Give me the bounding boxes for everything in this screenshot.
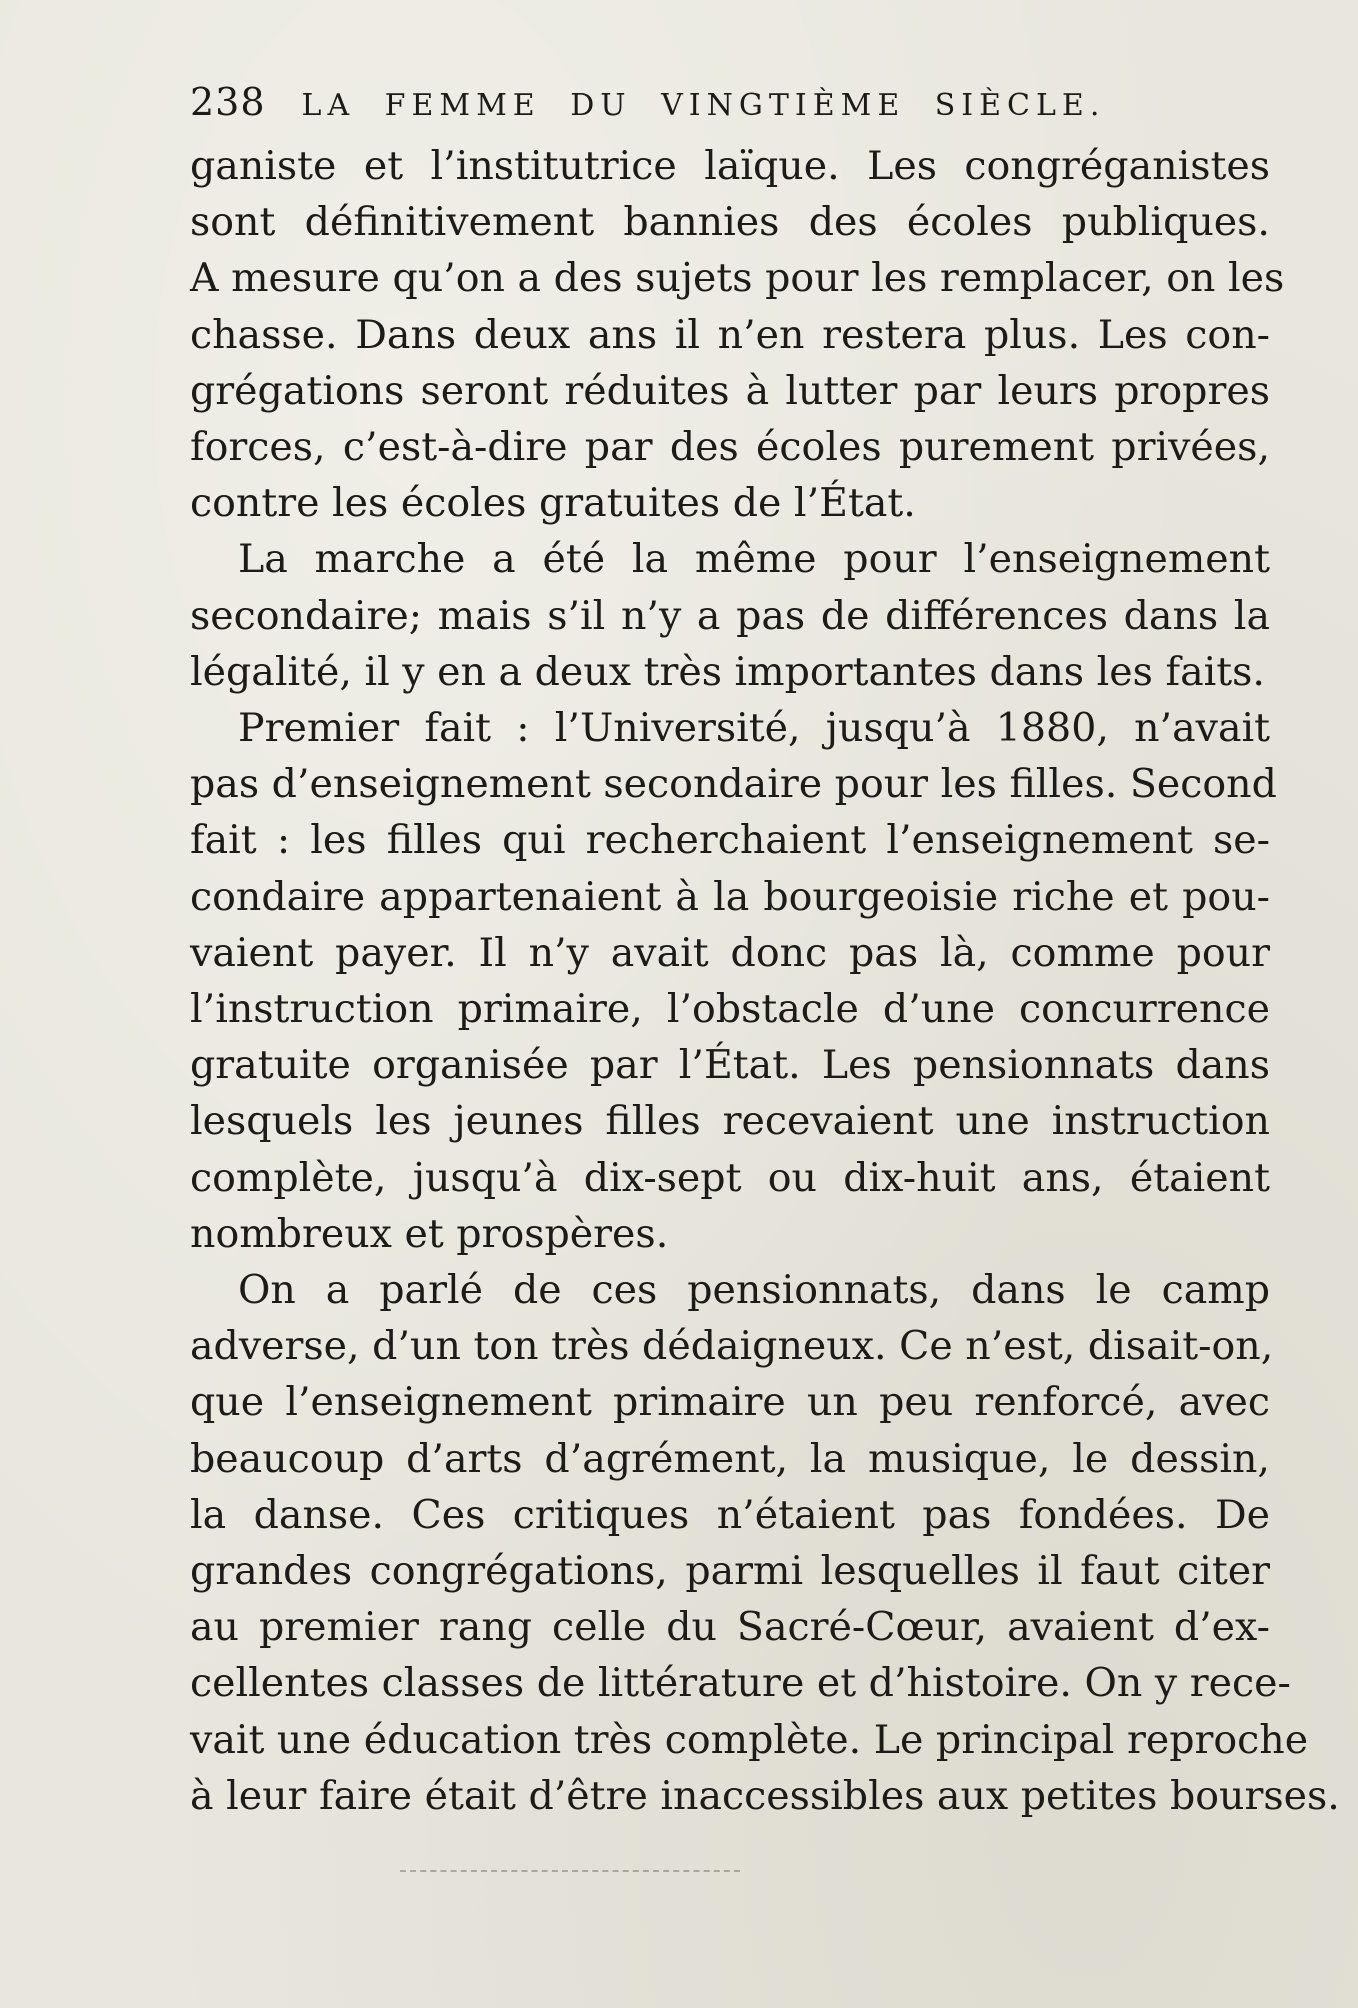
- text-line: sont définitivement bannies des écoles publiques.: [190, 199, 1270, 246]
- page-number: 238: [190, 80, 266, 124]
- text-line: gratuite organisée par l’État. Les pensionnats dans: [190, 1042, 1270, 1089]
- paragraph: [190, 138, 1285, 531]
- text-line: adverse, d’un ton très dédaigneux. Ce n’est, disait-on,: [190, 1323, 1274, 1370]
- text-line: nombreux et prospères.: [190, 1210, 669, 1257]
- text-line: la danse. Ces critiques n’étaient pas fondées. De: [190, 1491, 1270, 1538]
- text-line: contre les écoles gratuites de l’État.: [190, 480, 916, 527]
- text-line: à leur faire était d’être inaccessibles aux petites bourses.: [190, 1772, 1340, 1819]
- text-line: l’instruction primaire, l’obstacle d’une concurrence: [190, 986, 1270, 1033]
- text-line: fait : les filles qui recherchaient l’enseignement se-: [190, 817, 1270, 864]
- paragraph: [190, 1262, 1340, 1824]
- text-line: La marche a été la même pour l’enseignement: [238, 536, 1270, 583]
- text-line: légalité, il y en a deux très importantes dans les faits.: [190, 648, 1265, 695]
- book-page: [190, 80, 1340, 1824]
- text-line: forces, c’est-à-dire par des écoles purement privées,: [190, 424, 1270, 471]
- text-line: On a parlé de ces pensionnats, dans le camp: [238, 1267, 1270, 1314]
- text-line: lesquels les jeunes filles recevaient une instruction: [190, 1098, 1270, 1145]
- text-line: ganiste et l’institutrice laïque. Les congréganistes: [190, 143, 1270, 189]
- text-line: beaucoup d’arts d’agrément, la musique, le dessin,: [190, 1435, 1270, 1482]
- text-line: secondaire; mais s’il n’y a pas de différences dans la: [190, 592, 1270, 639]
- paragraph: [190, 531, 1270, 700]
- text-line: Premier fait : l’Université, jusqu’à 1880, n’avait: [238, 705, 1270, 752]
- text-line: pas d’enseignement secondaire pour les filles. Second: [190, 761, 1277, 808]
- text-line: condaire appartenaient à la bourgeoisie riche et pou-: [190, 873, 1270, 920]
- text-line: vait une éducation très complète. Le principal reproche: [190, 1716, 1309, 1763]
- text-line: complète, jusqu’à dix-sept ou dix-huit ans, étaient: [190, 1154, 1270, 1201]
- text-line: au premier rang celle du Sacré-Cœur, avaient d’ex-: [190, 1604, 1270, 1651]
- running-title: LA FEMME DU VINGTIÈME SIÈCLE.: [301, 88, 1106, 123]
- text-line: vaient payer. Il n’y avait donc pas là, comme pour: [190, 929, 1270, 976]
- text-line: cellentes classes de littérature et d’histoire. On y rece-: [190, 1660, 1291, 1707]
- text-line: grégations seront réduites à lutter par leurs propres: [190, 367, 1270, 414]
- text-line: que l’enseignement primaire un peu renforcé, avec: [190, 1379, 1270, 1426]
- text-line: chasse. Dans deux ans il n’en restera plus. Les con-: [190, 311, 1270, 358]
- text-line: grandes congrégations, parmi lesquelles il faut citer: [190, 1548, 1270, 1595]
- footer-rule: [400, 1870, 740, 1872]
- running-head: [190, 80, 1270, 130]
- paragraph: [190, 700, 1277, 1262]
- text-line: A mesure qu’on a des sujets pour les remplacer, on les: [190, 255, 1285, 302]
